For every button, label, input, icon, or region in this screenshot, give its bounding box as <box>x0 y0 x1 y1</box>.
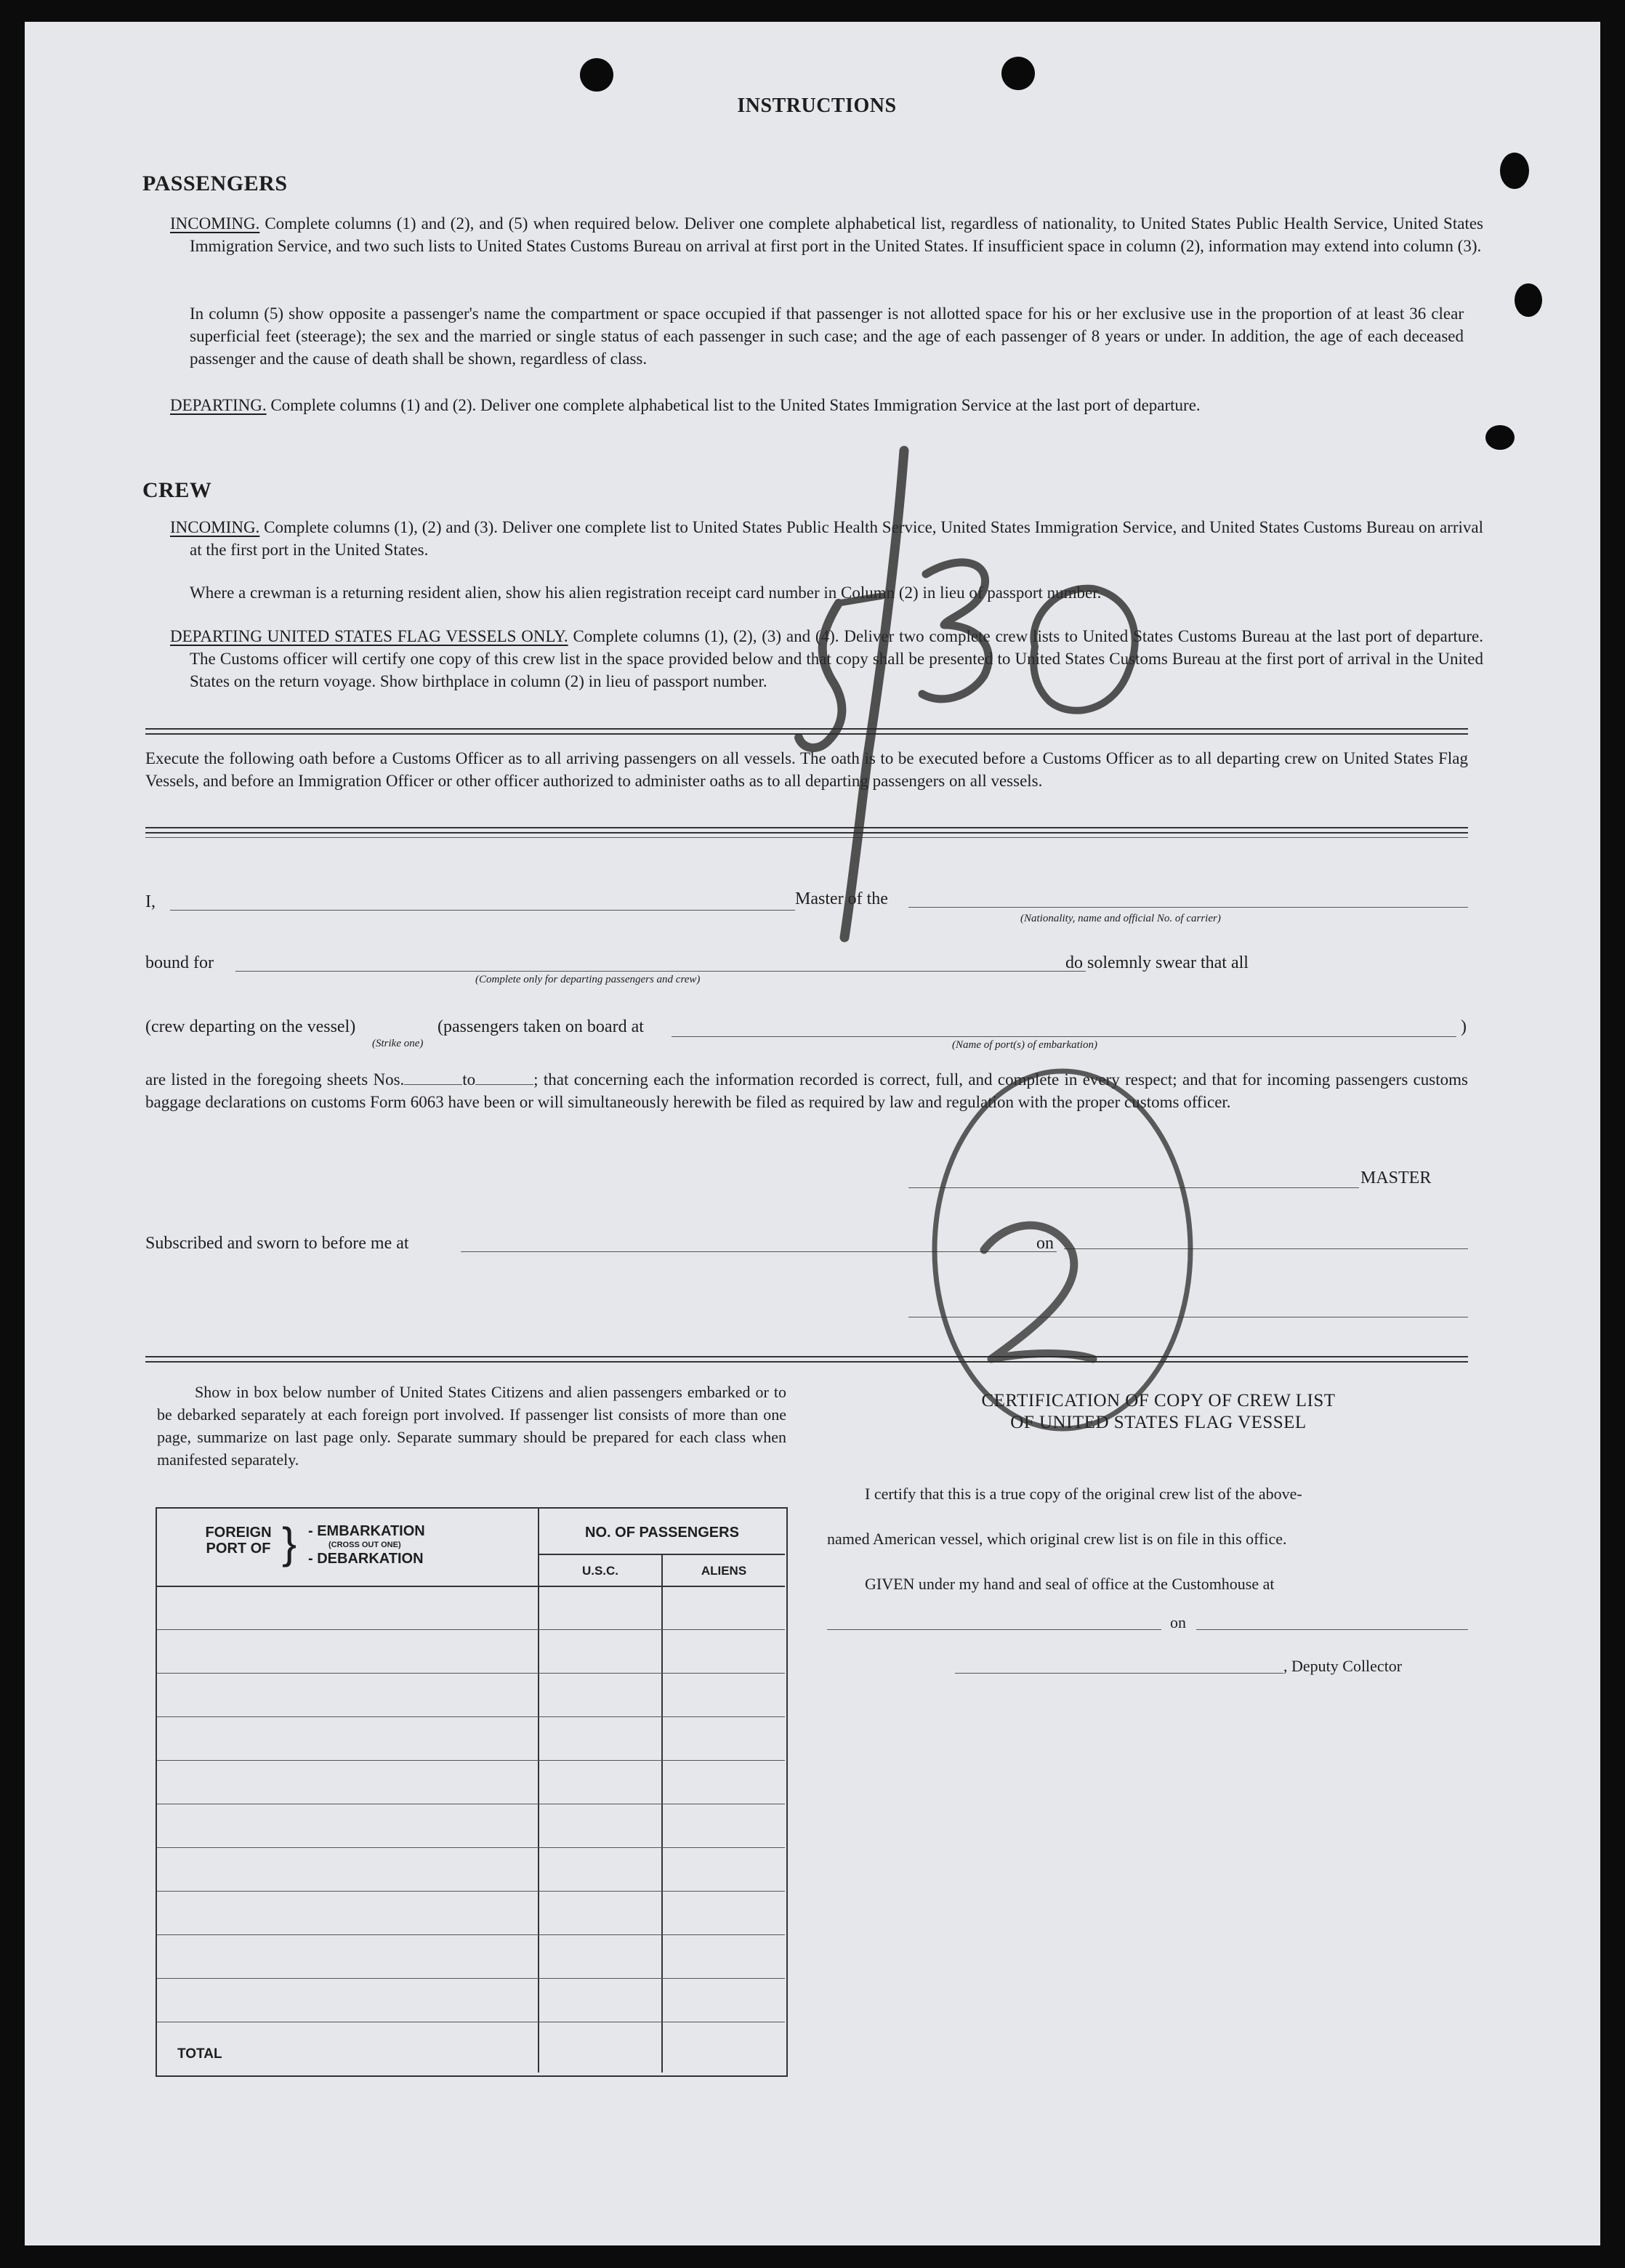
certify-line1: I certify that this is a true copy of the original crew list of the above- <box>865 1485 1302 1503</box>
page-title: INSTRUCTIONS <box>737 94 897 117</box>
certification-title-line1: CERTIFICATION OF COPY OF CREW LIST <box>981 1391 1336 1411</box>
embarkation-header: - EMBARKATION <box>308 1523 425 1539</box>
total-label: TOTAL <box>177 2046 222 2062</box>
subscribed-label: Subscribed and sworn to before me at <box>145 1234 409 1253</box>
listed-text: are listed in the foregoing sheets Nos. <box>145 1070 405 1089</box>
deputy-collector-label: , Deputy Collector <box>1283 1657 1403 1675</box>
swear-label: do solemnly swear that all <box>1065 953 1249 972</box>
crew-incoming-label: INCOMING. <box>170 518 260 536</box>
crew-heading: CREW <box>142 478 212 502</box>
aliens-header: ALIENS <box>701 1564 747 1578</box>
cross-out-note: (CROSS OUT ONE) <box>328 1541 401 1549</box>
passengers-taken-option: (passengers taken on board at <box>438 1017 644 1036</box>
subscribed-on-label: on <box>1036 1234 1054 1253</box>
oath-intro-paragraph: Execute the following oath before a Customs Officer as to all arriving passengers on all vessels. The oath is to be executed before a Customs Officer as to all departing crew on United States Flag Vessels, and before an Immigration Officer or other officer authorized to administer oaths as to all departing passengers on all vessels. <box>145 749 1468 790</box>
departing-label: DEPARTING. <box>170 396 267 414</box>
bound-for-label: bound for <box>145 953 214 972</box>
certification-title-line2: OF UNITED STATES FLAG VESSEL <box>1010 1413 1307 1432</box>
crew-departing-option: (crew departing on the vessel) <box>145 1017 356 1036</box>
no-passengers-header: NO. OF PASSENGERS <box>585 1525 739 1541</box>
incoming-text: Complete columns (1) and (2), and (5) when required below. Deliver one complete alphabetical list, regardless of nationality, to United States Public Health Service, United States Immigration Service, and two such lists to United States Customs Bureau on arrival at first port in the United States. If insufficient space in column (2), information may extend into column (3). <box>190 214 1483 255</box>
brace-icon: } <box>282 1519 297 1567</box>
usc-header: U.S.C. <box>581 1564 619 1578</box>
summary-instructions: Show in box below number of United States Citizens and alien passengers embarked or to be debarked separately at each foreign port involved. If passenger list consists of more than one page, summarize on last page only. Separate summary should be prepared for each class when manifested separately. <box>157 1383 786 1469</box>
crew-departing-text: Complete columns (1), (2), (3) and (4). Deliver two complete crew lists to United States Customs Bureau at the last port of departure. The Customs officer will certify one copy of this crew list in the space provided below and that copy shall be presented to United States Customs Bureau at the first port of arrival in the United States on the return voyage. Show birthplace in column (2) in lieu of passport number. <box>190 627 1484 690</box>
passengers-heading: PASSENGERS <box>142 171 288 195</box>
given-text: GIVEN under my hand and seal of office at the Customhouse at <box>865 1575 1275 1593</box>
debarkation-header: - DEBARKATION <box>308 1551 424 1567</box>
incoming-label: INCOMING. <box>170 214 260 233</box>
column5-paragraph: In column (5) show opposite a passenger's name the compartment or space occupied if that passenger is not allotted space for his or her exclusive use in the proportion of at least 36 clear superficial feet (steerage); the sex and the married or single status of each passenger in such case; and the age of each passenger of 8 years or under. In addition, the age of each deceased passenger and the cause of death shall be shown, regardless of class. <box>190 304 1464 368</box>
departing-text: Complete columns (1) and (2). Deliver one complete alphabetical list to the United States Immigration Service at the last port of departure. <box>266 396 1201 414</box>
handwritten-number-mark <box>25 22 1600 2245</box>
document-page <box>25 22 1600 2245</box>
close-paren: ) <box>1461 1017 1467 1036</box>
nationality-caption: (Nationality, name and official No. of carrier) <box>1020 913 1221 924</box>
crew-alien-paragraph: Where a crewman is a returning resident alien, show his alien registration receipt card number in Column (2) in lieu of passport number. <box>190 584 1102 602</box>
foreign-port-header: FOREIGN PORT OF <box>205 1525 272 1557</box>
strike-caption: (Strike one) <box>372 1038 424 1049</box>
to-label: to <box>462 1070 476 1089</box>
ports-caption: (Name of port(s) of embarkation) <box>952 1039 1097 1051</box>
master-label: MASTER <box>1360 1169 1432 1187</box>
departing-caption: (Complete only for departing passengers and crew) <box>475 974 701 985</box>
oath-i-label: I, <box>145 892 156 911</box>
master-of-label: Master of the <box>795 889 888 908</box>
crew-departing-label: DEPARTING UNITED STATES FLAG VESSELS ONLY. <box>170 627 568 645</box>
certification-on-label: on <box>1170 1613 1186 1631</box>
listed-rest: ; that concerning each the information recorded is correct, full, and complete in every respect; and that for incoming passengers customs baggage declarations on customs Form 6063 have been or will simultaneously herewith be filed as required by law and regulation with the proper customs officer. <box>145 1070 1468 1111</box>
certify-line2: named American vessel, which original crew list is on file in this office. <box>827 1530 1287 1548</box>
crew-incoming-text: Complete columns (1), (2) and (3). Deliver one complete list to United States Public Health Service, United States Immigration Service, and United States Customs Bureau on arrival at the first port in the United States. <box>190 518 1483 559</box>
